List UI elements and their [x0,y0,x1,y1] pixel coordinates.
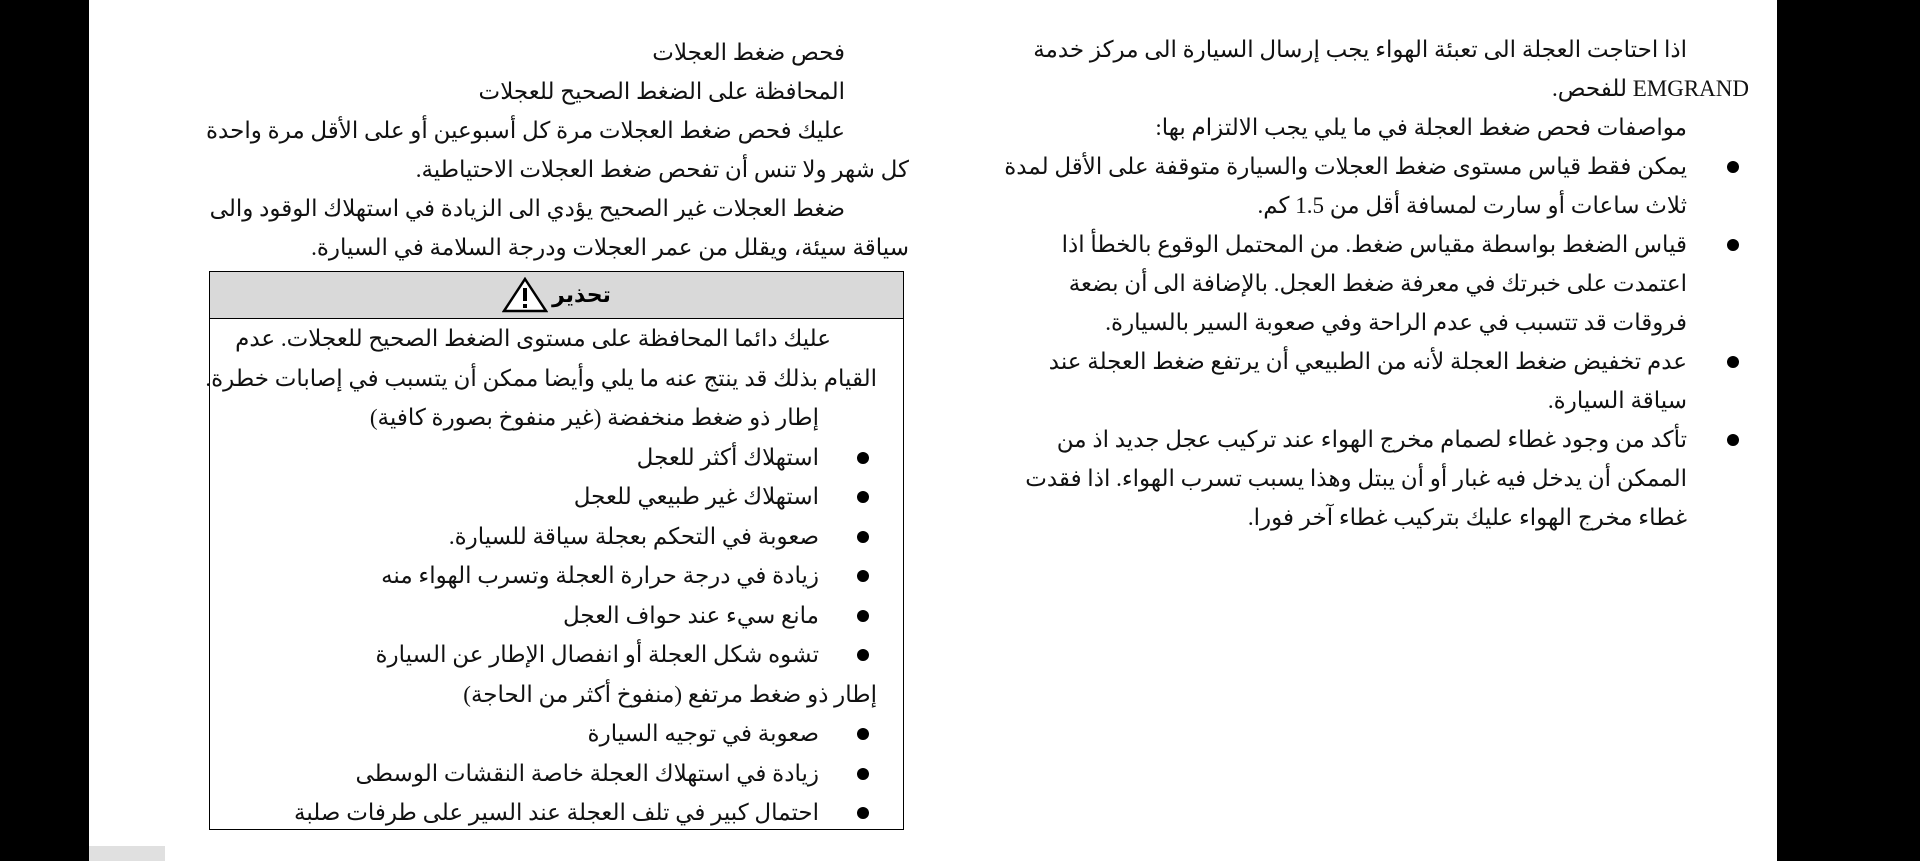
bullet-icon [857,768,869,780]
check-frequency-line-2: كل شهر ولا تنس أن تفحص ضغط العجلات الاحتياطية. [415,157,909,182]
document-page [89,0,1777,861]
warning-body [205,319,903,833]
bullet-icon [857,610,869,622]
checklist-subheading: مواصفات فحص ضغط العجلة في ما يلي يجب الالتزام بها: [1155,115,1687,140]
list-item-text: صعوبة في التحكم بعجلة سياقة للسيارة. [448,523,819,549]
section-heading: فحص ضغط العجلات [652,40,845,65]
list-item [222,793,889,833]
bullet-icon [857,728,869,740]
list-item-text: احتمال كبير في تلف العجلة عند السير على طرفات صلبة [294,800,819,825]
pressure-check-list [979,147,1749,537]
list-item [222,596,889,636]
list-item-text: زيادة في استهلاك العجلة خاصة النقشات الوسطى [355,760,819,786]
intro-paragraph [979,30,1749,69]
horizontal-scrollbar-thumb[interactable] [89,846,165,861]
list-item-text: صعوبة في توجيه السيارة [587,721,819,746]
list-item-line: تأكد من وجود غطاء لصمام مخرج الهواء عند تركيب عجل جديد اذ من [1056,427,1687,452]
list-item [222,754,889,794]
list-item [222,635,889,675]
list-item-text: استهلاك غير طبيعي للعجل [573,484,819,509]
check-frequency-line-1: عليك فحص ضغط العجلات مرة كل أسبوعين أو على الأقل مرة واحدة [205,118,845,143]
bullet-icon [857,807,869,819]
list-item-text: استهلاك أكثر للعجل [636,444,819,470]
incorrect-pressure-line-1: ضغط العجلات غير الصحيح يؤدي الى الزيادة في استهلاك الوقود والى [209,196,845,221]
bullet-icon [1727,434,1739,446]
list-item [979,147,1749,225]
warning-title: تحذير [552,282,611,307]
bullet-icon [1727,239,1739,251]
list-item [222,556,889,596]
list-item-line: سياقة السيارة. [1547,388,1687,413]
list-item-text: تشوه شكل العجلة أو انفصال الإطار عن السيارة [375,642,819,667]
list-item [222,438,889,478]
high-pressure-heading: إطار ذو ضغط مرتفع (منفوخ أكثر من الحاجة) [463,681,877,707]
incorrect-pressure-line-2: سياقة سيئة، ويقلل من عمر العجلات ودرجة السلامة في السيارة. [311,235,909,260]
list-item-line: غطاء مخرج الهواء عليك بتركيب غطاء آخر فورا. [1247,505,1687,530]
list-item-line: ثلاث ساعات أو سارت لمسافة أقل من 1.5 كم. [1257,193,1687,218]
bullet-icon [857,570,869,582]
bullet-icon [1727,356,1739,368]
bullet-icon [857,531,869,543]
bullet-icon [857,452,869,464]
intro-line-1: اذا احتاجت العجلة الى تعبئة الهواء يجب إرسال السيارة الى مركز خدمة [1033,37,1687,62]
list-item [222,517,889,557]
right-column [979,30,1749,537]
list-item-text: مانع سيء عند حواف العجل [562,602,819,628]
warning-header [210,272,903,319]
list-item-line: اعتمدت على خبرتك في معرفة ضغط العجل. بالإضافة الى أن بضعة [1068,271,1687,296]
list-item-line: الممكن أن يدخل فيه غبار أو أن يبتل وهذا يسبب تسرب الهواء. اذا فقدت [1025,466,1687,491]
low-pressure-heading: إطار ذو ضغط منخفضة (غير منفوخ بصورة كافية) [369,405,819,430]
intro-line-2: EMGRAND للفحص. [1551,76,1749,101]
list-item-line: عدم تخفيض ضغط العجلة لأنه من الطبيعي أن يرتفع ضغط العجلة عند [1048,349,1687,374]
list-item [979,420,1749,537]
left-column [205,33,909,267]
bullet-icon [857,649,869,661]
list-item-line: قياس الضغط بواسطة مقياس ضغط. من المحتمل الوقوع بالخطأ اذا [1061,232,1687,257]
warning-intro-line-1: عليك دائما المحافظة على مستوى الضغط الصحيح للعجلات. عدم [235,326,831,351]
bullet-icon [1727,161,1739,173]
list-item [979,342,1749,420]
list-item-line: يمكن فقط قياس مستوى ضغط العجلات والسيارة متوقفة على الأقل لمدة [1004,154,1687,179]
bullet-icon [857,491,869,503]
list-item [222,477,889,517]
warning-triangle-icon [502,277,548,313]
section-subheading: المحافظة على الضغط الصحيح للعجلات [478,79,845,104]
list-item [979,225,1749,342]
list-item [222,714,889,754]
list-item-text: زيادة في درجة حرارة العجلة وتسرب الهواء منه [381,563,819,588]
warning-intro-line-2: القيام بذلك قد ينتج عنه ما يلي وأيضا ممكن أن يتسبب في إصابات خطرة. [205,365,877,391]
warning-box [205,271,904,830]
list-item-line: فروقات قد تتسبب في عدم الراحة وفي صعوبة السير بالسيارة. [1105,310,1687,335]
